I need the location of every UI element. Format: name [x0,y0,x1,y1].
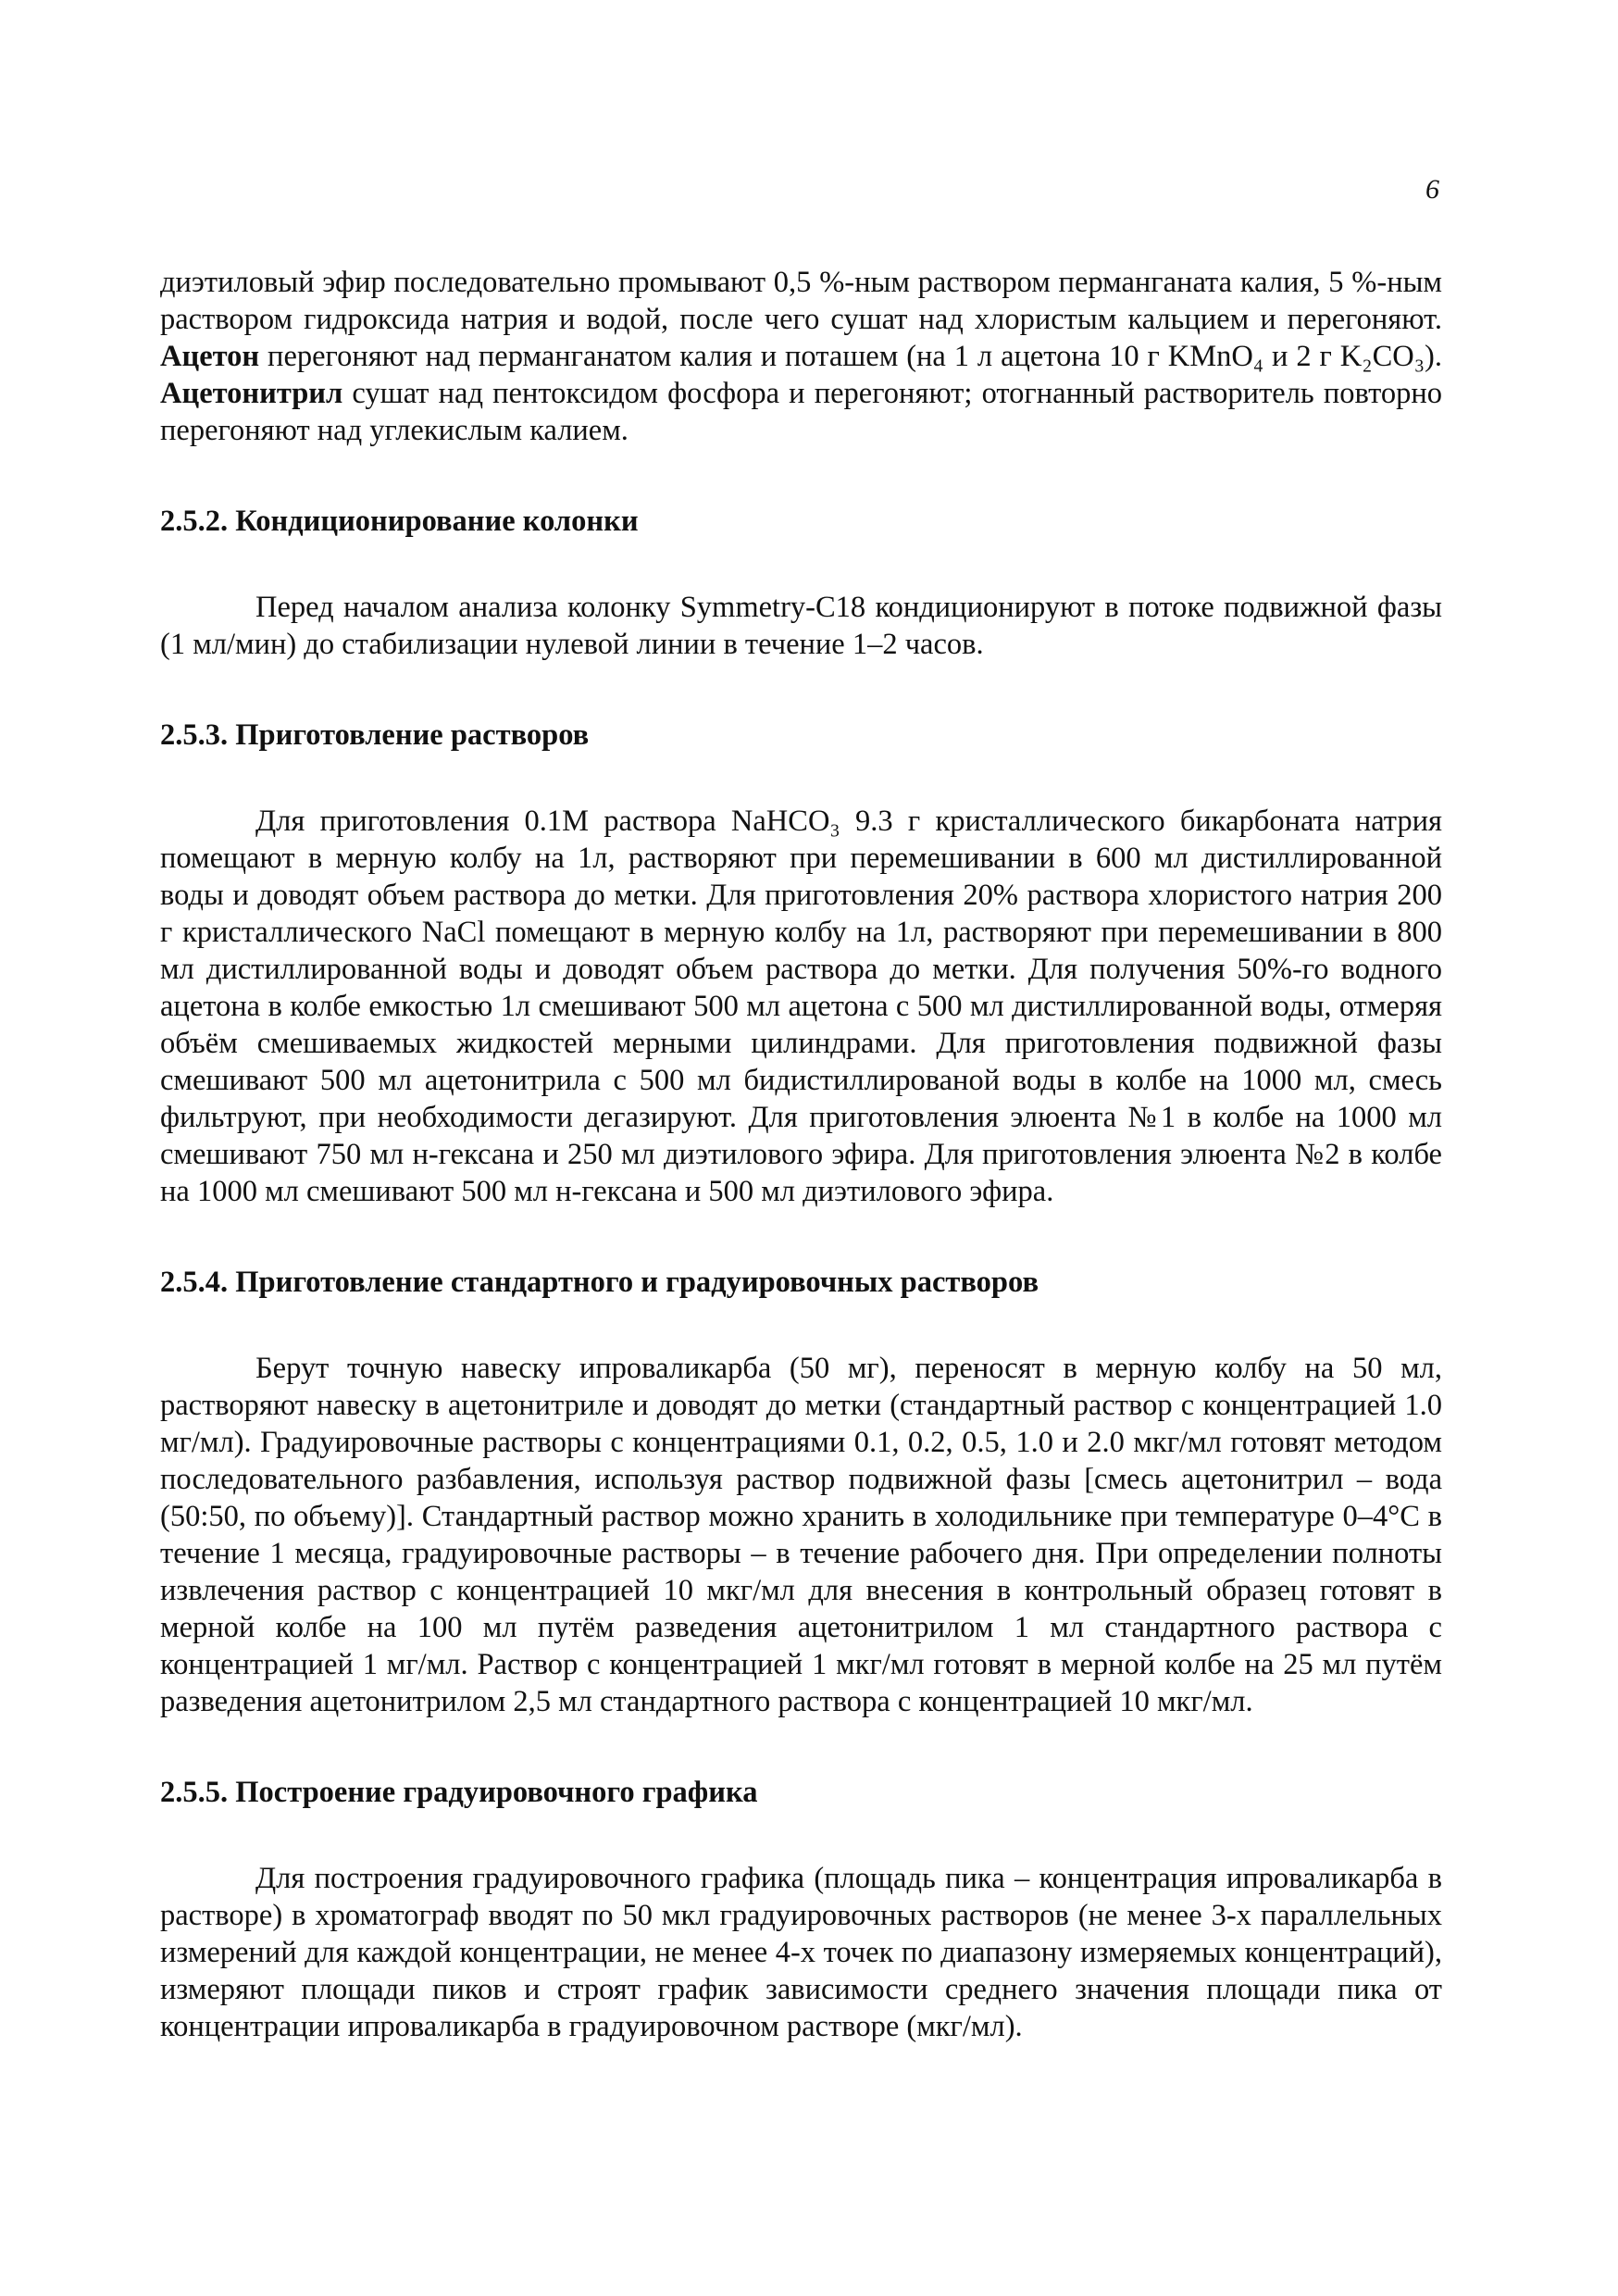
section-text-column-conditioning: Перед началом анализа колонку Symmetry-C18 кондиционируют в потоке подвижной фазы (1 мл/мин) до стабилизации нулевой линии в течение 1–2 часов. [160,591,1442,661]
intro-text-1: диэтиловый эфир последовательно промывают 0,5 %-ным раствором перманганата калия, 5 %-ным раствором гидроксида натрия и водой, после чего сушат над хлористым кальцием и перегоняют. [160,266,1442,336]
section-heading-standard-solutions: 2.5.4. Приготовление стандартного и градуировочных растворов [160,1266,1039,1299]
section-text-solution-preparation: Для приготовления 0.1М раствора NaHCO₃ 9.3 г кристаллического бикарбоната натрия помещают в мерную колбу на 1л, растворяют при перемешивании в 600 мл дистиллированной воды и доводят объем раствора до метки. Для приготовления 20% раствора хлористого натрия 200 г кристаллического NaCl помещают в мерную колбу на 1л, растворяют при перемешивании в 800 мл дистиллированной воды и доводят объем раствора до метки. Для получения 50%-го водного ацетона в колбе емкостью 1л смешивают 500 мл ацетона с 500 мл дистиллированной воды, отмеряя объём смешиваемых жидкостей мерными цилиндрами. Для приготовления подвижной фазы смешивают 500 мл ацетонитрила с 500 мл бидистиллированой воды в колбе на 1000 мл, смесь фильтруют, при необходимости дегазируют. Для приготовления элюента №1 в колбе на 1000 мл смешивают 750 мл н-гексана и 250 мл диэтилового эфира. Для приготовления элюента №2 в колбе на 1000 мл смешивают 500 мл н-гексана и 500 мл диэтилового эфира. [160,805,1442,1208]
intro-text-3: сушат над пентоксидом фосфора и перегоняют; отогнанный растворитель повторно перегоняют над углекислым калием. [160,377,1442,447]
section-text-standard-solutions: Берут точную навеску ипроваликарба (50 мг), переносят в мерную колбу на 50 мл, растворяют навеску в ацетонитриле и доводят до метки (стандартный раствор с концентрацией 1.0 мг/мл). Градуировочные растворы с концентрациями 0.1, 0.2, 0.5, 1.0 и 2.0 мкг/мл готовят методом последовательного разбавления, используя раствор подвижной фазы [смесь ацетонитрил – вода (50:50, по объему)]. Стандартный раствор можно хранить в холодильнике при температуре 0–4°С в течение 1 месяца, градуировочные растворы – в течение рабочего дня. При определении полноты извлечения раствор с концентрацией 10 мкг/мл для внесения в контрольный образец готовят в мерной колбе на 100 мл путём разведения ацетонитрилом 1 мл стандартного раствора с концентрацией 1 мг/мл. Раствор с концентрацией 1 мкг/мл готовят в мерной колбе на 25 мл путём разведения ацетонитрилом 2,5 мл стандартного раствора с концентрацией 10 мкг/мл. [160,1352,1442,1718]
section-text-calibration-graph: Для построения градуировочного графика (площадь пика – концентрация ипроваликарба в растворе) в хроматограф вводят по 50 мкл градуировочных растворов (не менее 3-х параллельных измерений для каждой концентрации, не менее 4-х точек по диапазону измеряемых концентраций), измеряют площади пиков и строят график зависимости среднего значения площади пика от концентрации ипроваликарба в градуировочном растворе (мкг/мл). [160,1862,1442,2043]
intro-paragraph [160,264,1442,449]
intro-bold-acetonitrile: Ацетонитрил [160,377,343,410]
intro-bold-acetone: Ацетон [160,340,260,373]
section-heading-column-conditioning: 2.5.2. Кондиционирование колонки [160,505,639,538]
section-heading-solution-preparation: 2.5.3. Приготовление растворов [160,718,590,752]
section-heading-calibration-graph: 2.5.5. Построение градуировочного графика [160,1776,758,1809]
document-body [160,264,1442,2045]
intro-text-2: перегоняют над перманганатом калия и поташем (на 1 л ацетона 10 г KMnO₄ и 2 г K₂CO₃). [259,340,1442,373]
page-number: 6 [1425,174,1439,205]
